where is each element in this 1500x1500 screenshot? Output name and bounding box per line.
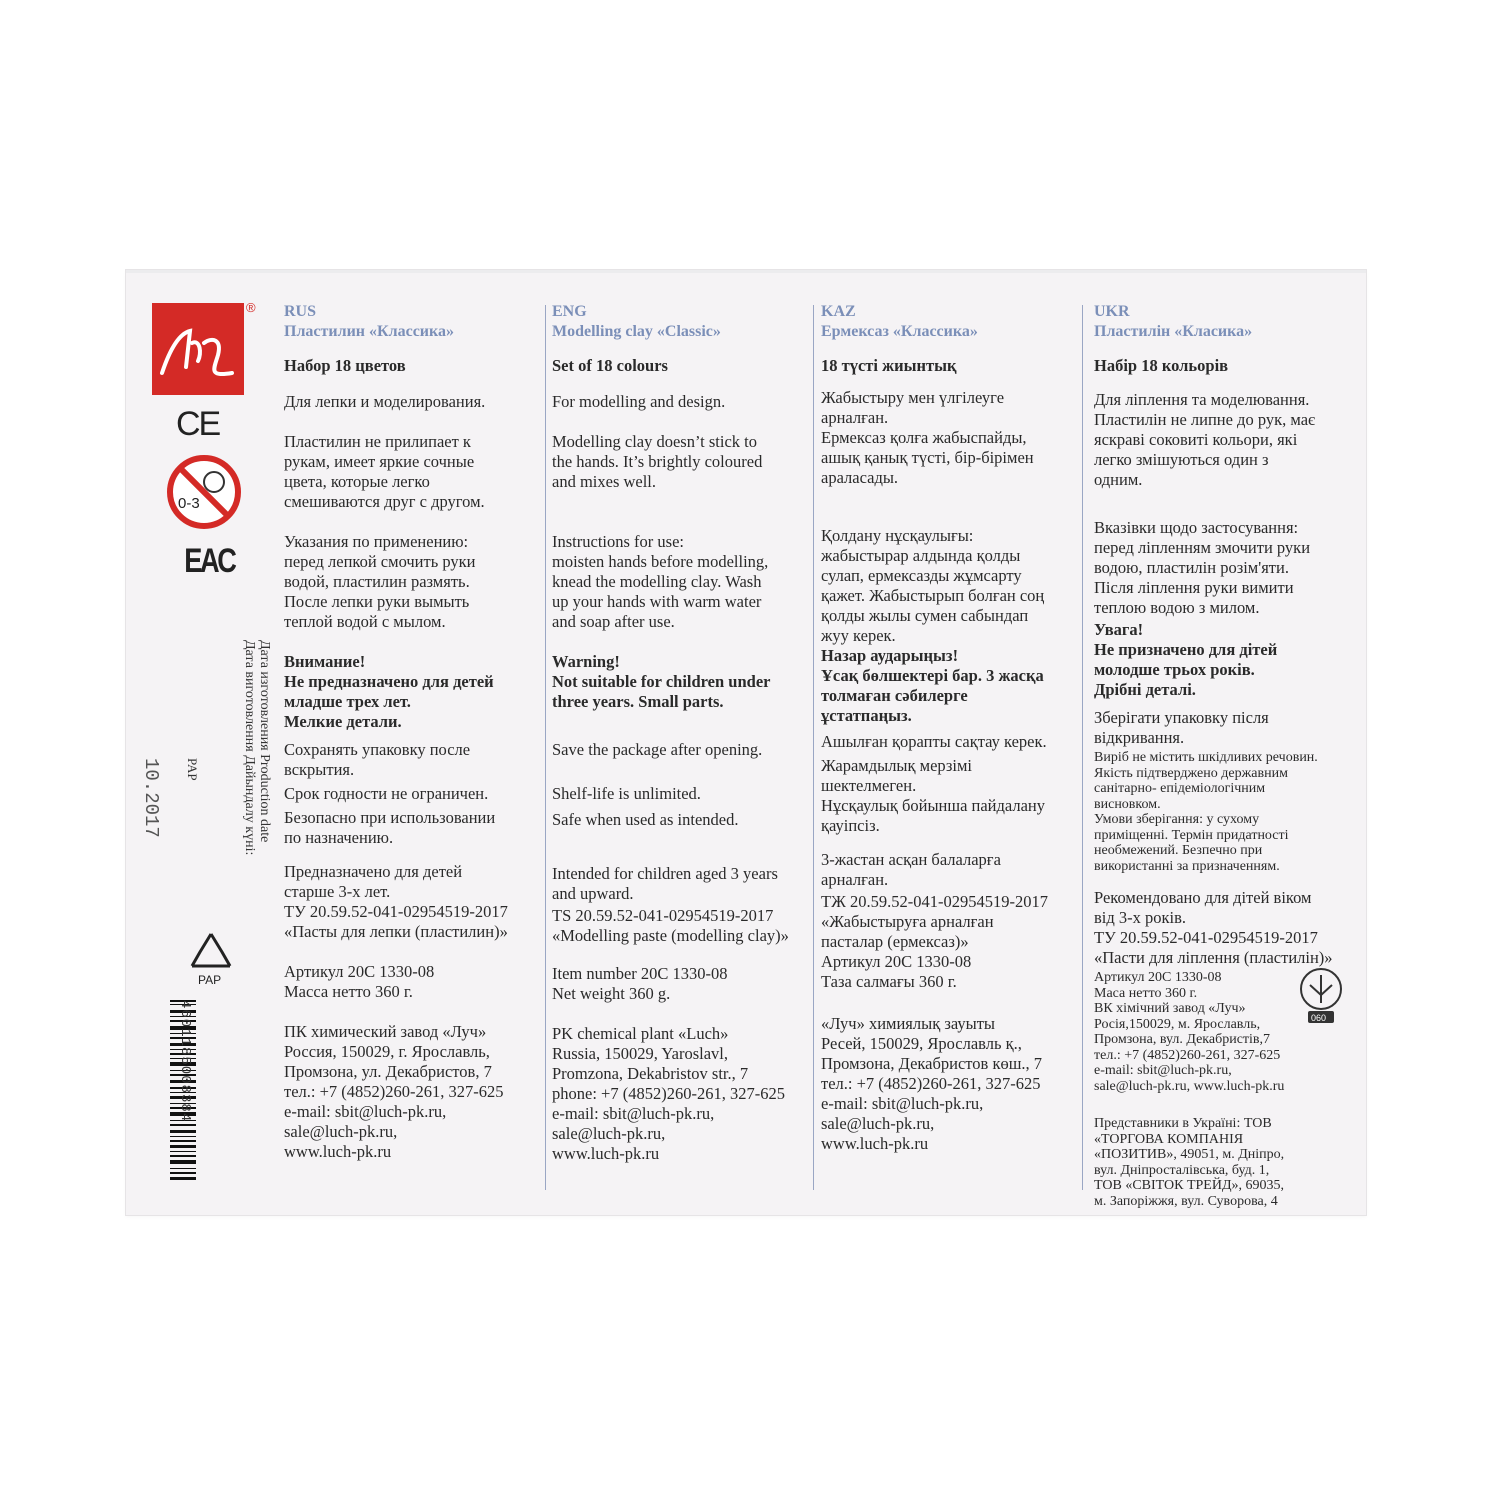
production-date-label-1: Дата изготовления Production date <box>257 640 272 843</box>
shelf-life: Срок годности не ограничен. <box>284 784 489 803</box>
seal-label: 060 <box>1311 1013 1327 1023</box>
set-title: Set of 18 colours <box>552 356 668 375</box>
product-name: Пластилин «Классика» <box>284 323 454 340</box>
description: Modelling clay doesn’t stick to the hands. It’s brightly coloured and mixes well. <box>552 432 763 491</box>
product-name: Modelling clay «Classic» <box>552 323 721 340</box>
quality-info: Виріб не містить шкідливих речовин. Якість підтверджено державним санітарно- епідеміологічним висновком. Умови зберігання: у сухому приміщенні. Термін придатності необмежений. Безпечно при використанні за призначенням. <box>1094 750 1318 874</box>
purpose: For modelling and design. <box>552 392 726 411</box>
lang-code: UKR <box>1094 303 1130 320</box>
column-divider-1 <box>545 305 546 1190</box>
age-intended: Предназначено для детей старше 3-х лет. <box>284 862 463 901</box>
set-title: Набір 18 кольорів <box>1094 356 1229 375</box>
representatives: Представники в Україні: ТОВ «ТОРГОВА КОМПАНІЯ «ПОЗИТИВ», 49051, м. Дніпро, вул. Дніпросталівська, буд. 1, ТОВ «СВІТОК ТРЕЙД», 69035, м. Запоріжжя, вул. Суворова, 4 <box>1094 1116 1285 1209</box>
column-rus <box>284 302 539 1162</box>
production-date-value: 10.2017 <box>140 758 162 838</box>
age-intended: Рекомендовано для дітей віком від 3-х років. ТУ 20.59.52-041-02954519-2017 «Пасти для ліплення (пластилін)» <box>1094 888 1333 967</box>
standard: ТУ 20.59.52-041-02954519-2017 «Пасты для лепки (пластилин)» <box>284 902 508 941</box>
luch-logo <box>152 303 244 395</box>
warning: Увага! Не призначено для дітей молодше трьох років. Дрібні деталі. <box>1094 620 1278 699</box>
age-restriction-icon <box>164 452 244 532</box>
description: Для ліплення та моделювання. Пластилін не липне до рук, має яскраві соковиті кольори, які легко змішуються один з одним. <box>1094 390 1316 489</box>
manufacturer: ПК химический завод «Луч» Россия, 150029, г. Ярославль, Промзона, ул. Декабристов, 7 тел.: +7 (4852)260-261, 327-625 e-mail: sbit@luch-pk.ru, sale@luch-pk.ru, www.luch-pk.ru <box>284 1022 504 1161</box>
age-intended: Intended for children aged 3 years and upward. <box>552 864 778 903</box>
barcode-digits: 4601185008384 <box>177 1000 193 1123</box>
safety: Safe when used as intended. <box>552 810 739 829</box>
warning: Назар аударыңыз! Ұсақ бөлшектері бар. 3 жасқа толмаған сәбилерге ұстатпаңыз. <box>821 646 1044 725</box>
production-date-label-2: Дата виготовлення Дайындалу күні: <box>242 640 257 856</box>
column-ukr <box>1094 302 1356 1209</box>
column-kaz <box>821 302 1079 1154</box>
article-weight: Артикул 20С 1330-08 Масса нетто 360 г. <box>284 962 435 1001</box>
instructions: Instructions for use: moisten hands before modelling, knead the modelling clay. Wash up your hands with warm water and soap after use. <box>552 532 769 631</box>
shelf-life: Shelf-life is unlimited. <box>552 784 701 803</box>
instructions: Вказівки щодо застосування: перед ліпленням змочити руки водою, пластилін розім'яти. Після ліплення руки вимити теплою водою з милом. <box>1094 518 1311 617</box>
article-weight: Item number 20C 1330-08 Net weight 360 g. <box>552 964 728 1003</box>
storage: Сохранять упаковку после вскрытия. <box>284 740 471 779</box>
description: Жабыстыру мен үлгілеуге арналған. Ермексаз қолға жабыспайды, ашық қанық түсті, бір-бірімен араласады. <box>821 388 1034 487</box>
shelf-life: Жарамдылық мерзімі шектелмеген. <box>821 756 972 795</box>
warning: Warning! Not suitable for children under three years. Small parts. <box>552 652 771 711</box>
recycle-icon <box>186 930 236 990</box>
recycle-small-label: PAP <box>185 758 200 781</box>
safety: Безопасно при использовании по назначению. <box>284 808 496 847</box>
set-title: 18 түсті жиынтық <box>821 356 957 375</box>
warning: Внимание! Не предназначено для детей младше трех лет. Мелкие детали. <box>284 652 494 731</box>
product-name: Пластилін «Класика» <box>1094 323 1253 340</box>
manufacturer: «Луч» химиялық зауыты Ресей, 150029, Ярославль қ., Промзона, Декабристов көш., 7 тел.: +7 (4852)260-261, 327-625 e-mail: sbit@luch-pk.ru, sale@luch-pk.ru, www.luch-pk.ru <box>821 1014 1043 1153</box>
ce-mark: CE <box>176 405 220 443</box>
eac-mark: EAC <box>184 542 235 580</box>
lang-code: KAZ <box>821 303 856 320</box>
standard: TS 20.59.52-041-02954519-2017 «Modelling paste (modelling clay)» <box>552 906 789 945</box>
recycle-label: PAP <box>198 973 222 987</box>
set-title: Набор 18 цветов <box>284 356 406 375</box>
column-eng <box>552 302 810 1164</box>
column-divider-2 <box>813 305 814 1190</box>
manufacturer: PK chemical plant «Luch» Russia, 150029, Yaroslavl, Promzona, Dekabristov str., 7 phone: +7 (4852)260-261, 327-625 e-mail: sbit@luch-pk.ru, sale@luch-pk.ru, www.luch-pk.ru <box>552 1024 785 1163</box>
manufacturer: Артикул 20С 1330-08 Маса нетто 360 г. ВК хімічний завод «Луч» Росія,150029, м. Ярославль, Промзона, вул. Декабристів,7 тел.: +7 (4852)260-261, 327-625 e-mail: sbit@luch-pk.ru, sale@luch-pk.ru, www.luch-pk.ru <box>1094 970 1285 1094</box>
storage: Save the package after opening. <box>552 740 763 759</box>
safety: Нұсқаулық бойынша пайдалану қауіпсіз. <box>821 796 1046 835</box>
package-top-edge <box>126 270 1366 273</box>
product-name: Ермексаз «Классика» <box>821 323 978 340</box>
storage: Зберігати упаковку після відкривання. <box>1094 708 1269 747</box>
registered-mark: ® <box>246 300 256 315</box>
instructions: Қолдану нұсқаулығы: жабыстырар алдында қолды сулап, ермексазды жұмсарту қажет. Жабыстырып болған соң қолды жылы сумен сабындап жуу керек. <box>821 526 1045 645</box>
description: Пластилин не прилипает к рукам, имеет яркие сочные цвета, которые легко смешиваются друг с другом. <box>284 432 485 511</box>
age-intended: 3-жастан асқан балаларға арналған. <box>821 850 1001 889</box>
quality-seal-icon <box>1296 967 1346 1025</box>
age-label: 0-3 <box>178 495 200 512</box>
column-divider-3 <box>1082 305 1083 1190</box>
purpose: Для лепки и моделирования. <box>284 392 486 411</box>
lang-code: RUS <box>284 303 317 320</box>
lang-code: ENG <box>552 303 587 320</box>
instructions: Указания по применению: перед лепкой смочить руки водой, пластилин размять. После лепки руки вымыть теплой водой с мылом. <box>284 532 476 631</box>
standard: ТЖ 20.59.52-041-02954519-2017 «Жабыстыруға арналған пасталар (ермексаз)» Артикул 20С 1330-08 Таза салмағы 360 г. <box>821 892 1048 991</box>
storage: Ашылған қорапты сақтау керек. <box>821 732 1047 751</box>
